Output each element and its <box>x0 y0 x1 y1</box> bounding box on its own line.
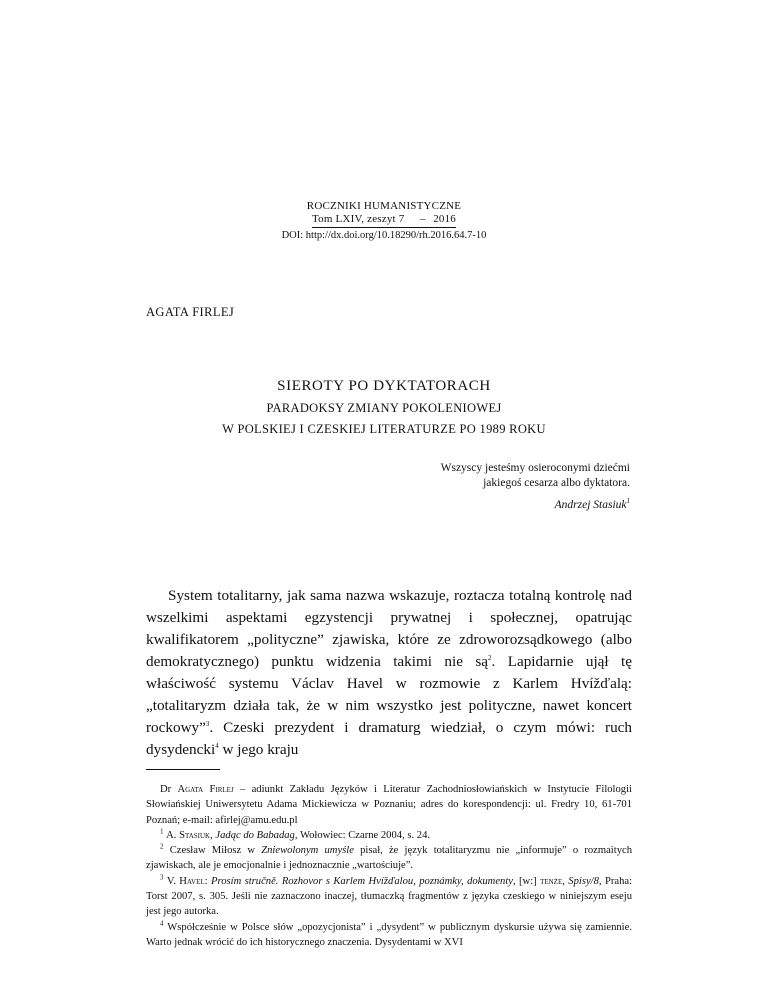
footnote-ref-2: 2 <box>488 654 492 663</box>
footnote-4: $^4$ Współcześnie w Polsce słów „opozycjonista” i „dysydent” w publicznym dyskursie używa się zamiennie. Warto jednak wrócić do ich historycznego znaczenia. Dysydentami w XVI <box>146 919 632 948</box>
article-title-block <box>0 376 768 440</box>
volume-dash: – <box>420 213 426 225</box>
epigraph-line-1: Wszyscy jesteśmy osieroconymi dziećmi <box>440 462 630 474</box>
footnotes <box>146 782 632 950</box>
article-author: AGATA FIRLEJ <box>146 305 235 319</box>
footnote-separator <box>146 769 220 770</box>
journal-header <box>0 200 768 228</box>
footnote-ref-4: 4 <box>215 742 219 751</box>
journal-name: ROCZNIKI HUMANISTYCZNE <box>306 200 462 212</box>
epigraph-line-2: jakiegoś cesarza albo dyktatora. <box>483 477 630 489</box>
article-subtitle-line-2: W POLSKIEJ I CZESKIEJ LITERATURZE PO 1989 ROKU <box>222 422 546 436</box>
volume-label: Tom LXIV, zeszyt 7 <box>312 213 405 225</box>
article-title: SIEROTY PO DYKTATORACH <box>277 378 491 394</box>
body-paragraph: System totalitarny, jak sama nazwa wskazuje, roztacza totalną kontrolę nad wszelkimi aspektami egzystencji prywatnej i społecznej, opatrując kwalifikatorem „polityczne” zjawiska, które ze zdroworozsądkowego (albo demokratycznego) punktu widzenia takimi nie $są^2$. Lapidarnie ujął tę właściwość systemu Václav Havel w rozmowie z Karlem Hvížďalą: „totalitaryzm działa tak, że w nim wszystko jest polityczne, nawet koncert rockowy”$^3$. Czeski prezydent i dramaturg wiedział, o czym mówi: ruch dysydencki$^4$ w jego kraju <box>146 587 632 759</box>
epigraph-author: Andrzej Stasiuk$^1$ <box>554 497 630 511</box>
footnote-2: $^2$ Czesław Miłosz w Zniewolonym umyśle pisał, że język totalitaryzmu nie „informuje” o rozmaitych zjawiskach, ale je emocjonalnie i jednoznacznie „wartościuje”. <box>146 842 632 872</box>
doi-line: DOI: http://dx.doi.org/10.18290/rh.2016.64.7-10 <box>281 230 487 241</box>
journal-volume <box>312 213 456 228</box>
footnote-ref-1: 1 <box>626 497 630 506</box>
article-subtitle-line-1: PARADOKSY ZMIANY POKOLENIOWEJ <box>266 401 502 415</box>
epigraph <box>441 461 630 513</box>
footnote-1: $^1$ A. Stasiuk, Jadąc do Babadag, Wołowiec: Czarne 2004, s. 24. <box>160 827 431 841</box>
volume-year: 2016 <box>433 213 456 225</box>
footnote-3: $^3$ V. Havel: Prosím stručně. Rozhovor s Karlem Hvížďalou, poznámky, dokumenty, [w:] tenże, Spisy/8, Praha: Torst 2007, s. 305. Jeśli nie zaznaczono inaczej, tłumaczką fragmentów z języka czeskiego w niniejszym eseju jest jego autorka. <box>146 873 633 918</box>
footnote-author-info: Dr Agata Firlej – adiunkt Zakładu Języków i Literatur Zachodniosłowiańskich w Instytucie Filologii Słowiańskiej Uniwersytetu Adama Mickiewicza w Poznaniu; adres do korespondencji: ul. Fredry 10, 61-701 Poznań; e-mail: afirlej@amu.edu.pl <box>146 784 632 826</box>
footnote-ref-3: 3 <box>205 720 210 729</box>
